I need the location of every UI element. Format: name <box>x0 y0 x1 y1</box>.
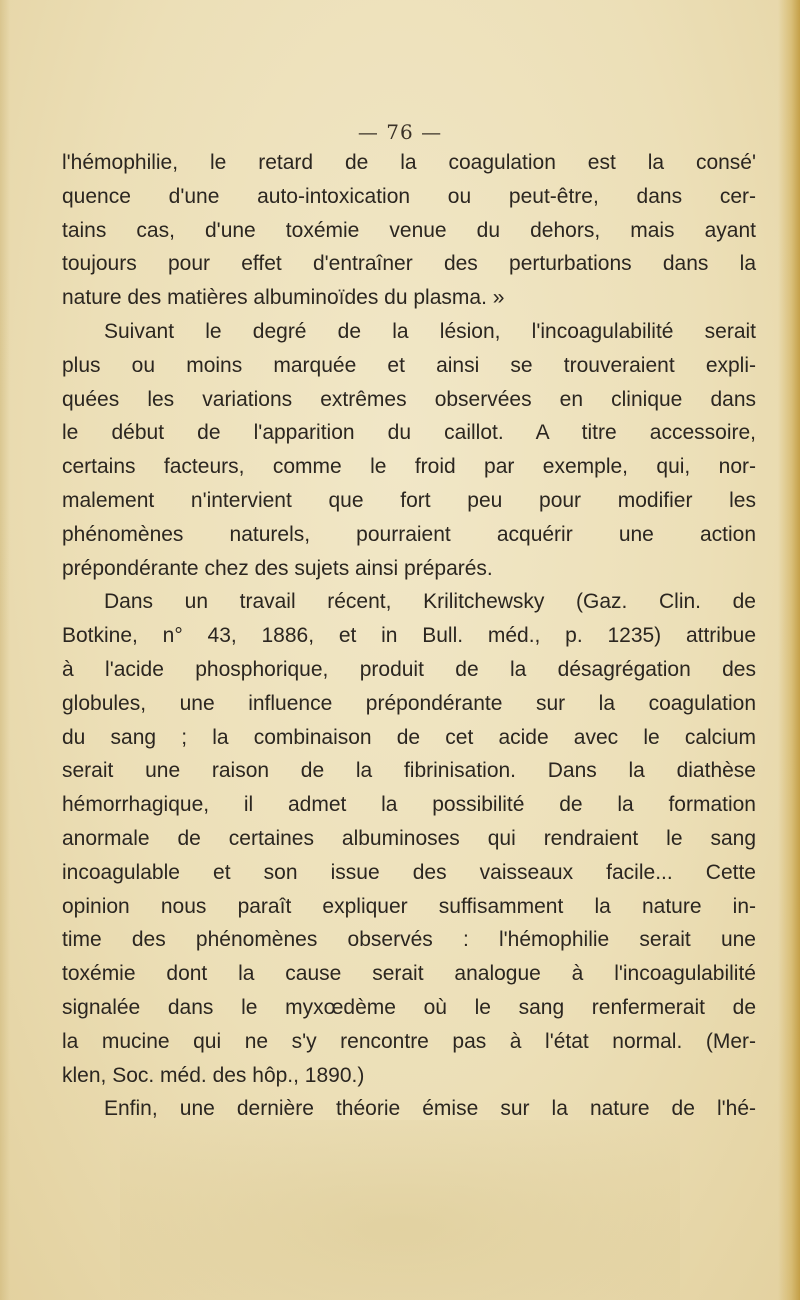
text-line: tains cas, d'une toxémie venue du dehors, mais ayant <box>62 218 756 242</box>
text-line: certains facteurs, comme le froid par exemple, qui, nor- <box>62 455 756 479</box>
page-right-edge-stain <box>778 0 800 1300</box>
text-line: Dans un travail récent, Krilitchewsky (Gaz. Clin. de <box>104 590 756 614</box>
text-line: opinion nous paraît expliquer suffisamment la nature in- <box>62 894 756 918</box>
text-line: quence d'une auto-intoxication ou peut-être, dans cer- <box>62 184 756 208</box>
text-line: phénomènes naturels, pourraient acquérir une action <box>62 522 756 546</box>
page-left-edge-shadow <box>0 0 10 1300</box>
text-line: serait une raison de la fibrinisation. Dans la diathèse <box>62 759 756 783</box>
text-line: quées les variations extrêmes observées en clinique dans <box>62 387 756 411</box>
text-line: à l'acide phosphorique, produit de la désagrégation des <box>62 657 756 681</box>
text-line: klen, Soc. méd. des hôp., 1890.) <box>62 1063 365 1087</box>
text-line: du sang ; la combinaison de cet acide avec le calcium <box>62 725 756 749</box>
page-number: — 76 — <box>357 120 443 144</box>
text-line: anormale de certaines albuminoses qui rendraient le sang <box>62 826 756 850</box>
text-line: malement n'intervient que fort peu pour modifier les <box>62 488 756 512</box>
text-line: la mucine qui ne s'y rencontre pas à l'état normal. (Mer- <box>62 1029 756 1053</box>
text-line: nature des matières albuminoïdes du plasma. » <box>62 286 505 310</box>
body-text <box>62 146 756 1126</box>
text-line: signalée dans le myxœdème où le sang renfermerait de <box>62 995 756 1019</box>
page-bottom-stain <box>120 1120 680 1300</box>
text-line: incoagulable et son issue des vaisseaux facile... Cette <box>62 860 756 884</box>
text-line: toujours pour effet d'entraîner des perturbations dans la <box>62 252 756 276</box>
text-line: prépondérante chez des sujets ainsi préparés. <box>62 556 493 580</box>
text-line: Botkine, n° 43, 1886, et in Bull. méd., p. 1235) attribue <box>62 624 756 648</box>
text-line: Suivant le degré de la lésion, l'incoagulabilité serait <box>104 319 756 343</box>
text-line: Enfin, une dernière théorie émise sur la nature de l'hé- <box>104 1097 756 1121</box>
text-line: hémorrhagique, il admet la possibilité de la formation <box>62 793 756 817</box>
text-line: l'hémophilie, le retard de la coagulation est la consé' <box>62 151 756 174</box>
text-line: toxémie dont la cause serait analogue à l'incoagulabilité <box>62 962 756 986</box>
text-line: plus ou moins marquée et ainsi se trouveraient expli- <box>62 353 756 377</box>
text-line: le début de l'apparition du caillot. A titre accessoire, <box>62 421 756 445</box>
text-line: time des phénomènes observés : l'hémophilie serait une <box>62 928 756 952</box>
text-line: globules, une influence prépondérante sur la coagulation <box>62 691 756 715</box>
